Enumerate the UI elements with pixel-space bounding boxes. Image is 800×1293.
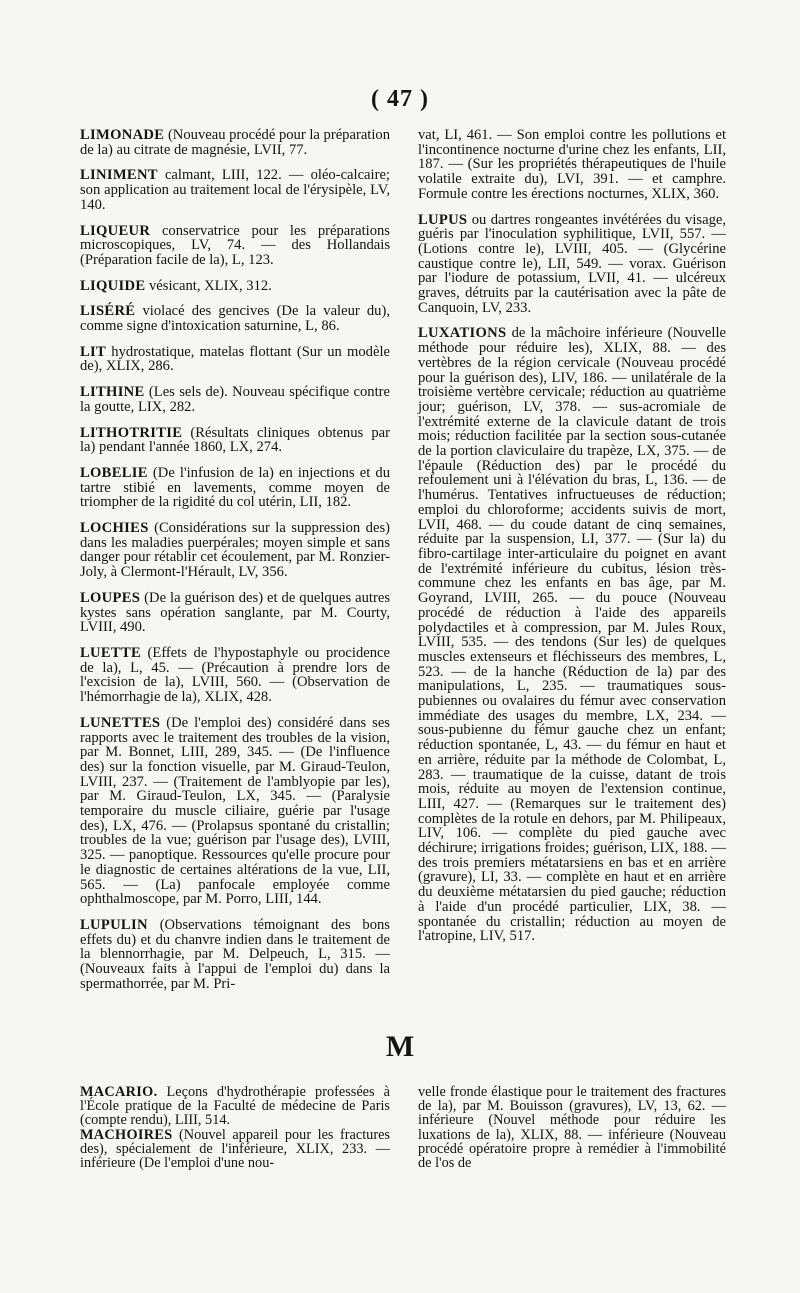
index-entry xyxy=(80,304,390,333)
index-entry xyxy=(418,326,726,944)
index-entry xyxy=(80,918,390,992)
index-entry xyxy=(80,426,390,455)
entry-headword: LINIMENT xyxy=(80,167,158,184)
entry-text: (Nouvel appareil pour les fractures des), spécialement de l'inférieure, XLIX, 233. — inférieure (De l'emploi d'une nou- xyxy=(80,1126,390,1172)
entry-text: velle fronde élastique pour le traitement des fractures de la), par M. Bouisson (gravures), LV, 13, 62. — inférieure (Nouvel méthode pour réduire les luxations de la), XLIX, 88. — inférieure (Nouveau procédé opératoire propre à remédier à l'immobilité de l'os de xyxy=(418,1084,726,1172)
entry-headword: LOBELIE xyxy=(80,464,148,481)
entry-headword: LOUPES xyxy=(80,589,141,606)
index-entry xyxy=(80,1085,390,1128)
bottom-left-column xyxy=(80,1085,390,1170)
entry-text: ou dartres rongeantes invétérées du visage, guéris par l'inoculation syphilitique, LVII, 557. — (Lotions contre le), LVIII, 405. — (Glycérine caustique contre le), LII, 549. — vorax. Guérison par l'iodure de potassium, LVII, 41. — ulcéreux graves, détruits par la cautérisation avec la pâte de Canquoin, LV, 233. xyxy=(418,211,726,316)
entry-headword: LIQUEUR xyxy=(80,222,151,239)
entry-headword: LUPULIN xyxy=(80,916,148,933)
entry-headword: MACARIO. xyxy=(80,1084,158,1100)
page-number: ( 47 ) xyxy=(371,86,429,112)
bottom-right-column xyxy=(418,1085,726,1170)
index-entry xyxy=(80,345,390,374)
entry-headword: LOCHIES xyxy=(80,520,149,537)
entry-text: (Effets de l'hypostaphyle ou procidence de la), L, 45. — (Précaution à prendre lors de l'excision de la), LVIII, 560. — (Observation de l'hémorrhagie de la), XLIX, 428. xyxy=(80,644,390,706)
entry-text: (De l'infusion de la) en injections et du tartre stibié en lavements, comme moyen de triompher de la rigidité du col utérin, LII, 182. xyxy=(80,464,390,511)
entry-text: conservatrice pour les préparations microscopiques, LV, 74. — des Hollandais (Préparation facile de la), L, 123. xyxy=(80,222,390,268)
entry-headword: LUXATIONS xyxy=(418,325,507,342)
index-entry xyxy=(80,521,390,580)
index-entry xyxy=(80,128,390,157)
index-entry xyxy=(80,591,390,635)
entry-headword: LIQUIDE xyxy=(80,277,146,294)
index-entry xyxy=(80,168,390,212)
entry-text: (Observations témoignant des bons effets du) et du chanvre indien dans le traitement de la blennorrhagie, par M. Delpeuch, L, 315. — (Nouveaux faits à l'appui de l'emploi du) dans la spermathorrée, par M. Pri- xyxy=(80,916,390,992)
entry-text: hydrostatique, matelas flottant (Sur un modèle de), XLIX, 286. xyxy=(80,343,390,375)
entry-headword: LUETTE xyxy=(80,644,142,661)
entry-text: violacé des gencives (De la valeur du), comme signe d'intoxication saturnine, L, 86. xyxy=(80,303,390,335)
index-entry xyxy=(80,716,390,907)
entry-text: Leçons d'hydrothérapie professées à l'École pratique de la Faculté de médecine de Paris (compte rendu), LIII, 514. xyxy=(80,1084,390,1129)
entry-headword: LIT xyxy=(80,343,107,360)
entry-text: de la mâchoire inférieure (Nouvelle méthode pour réduire les), XLIX, 88. — des vertèbres de la région cervicale (Nouveau procédé pour la guérison des), LIV, 186. — unilatérale de la troisième vertèbre cervicale; réduction au quatrième jour; guérison, LV, 378. — sus-acromiale de l'extrémité externe de la clavicule datant de trois mois; réduction facilitée par la section sous-cutanée de la portion claviculaire du trapèze, LX, 375. — de l'épaule (Réduction des) par le procédé du refoulement uni à l'élévation du bras, L, 136. — de l'humérus. Tentatives infructueuses de réduction; emploi du chloroforme; accidents suivis de mort, LVII, 468. — du coude datant de cinq semaines, réduite par la suspension, LI, 377. — (Sur la) du fibro-cartilage inter-articulaire du poignet en avant de l'extrémité inférieure du cubitus, lésion très-commune chez les enfants en bas âge, par M. Goyrand, LVIII, 265. — du pouce (Nouveau procédé de réduction à l'aide des appareils polydactiles et à compression, par M. Jules Roux, LVIII, 535. — des tendons (Sur les) de quelques muscles extenseurs et fléchisseurs des membres, L, 523. — de la hanche (Réduction de la) par des manipulations, L, 235. — traumatiques sous-pubiennes ou ovalaires du fémur avec conservation immédiate des usages du membre, LX, 234. — sous-pubienne du fémur gauche chez un enfant; réduction spontanée, L, 43. — du fémur en haut et en arrière, réduite par la méthode de Colombat, L, 283. — traumatique de la cuisse, datant de trois mois, réduite au moyen de l'extension continue, LIII, 427. — (Remarques sur le traitement des) complètes de la rotule en dehors, par M. Philipeaux, LIV, 106. — complète du pied gauche avec déchirure; irrigations froides; guérison, LIX, 188. — des trois premiers métatarsiens en bas et en arrière (gravure), LI, 33. — complète en haut et en arrière du deuxième métatarsien du pied gauche; réduction à l'aide d'un procédé particulier, LIX, 38. — spontanée du cristallin; réduction au moyen de l'atropine, LIV, 517. xyxy=(418,325,726,945)
index-entry xyxy=(80,385,390,414)
entry-headword: LISÉRÉ xyxy=(80,303,136,320)
index-entry xyxy=(418,1085,726,1170)
entry-headword: LITHINE xyxy=(80,384,145,401)
index-entry xyxy=(80,646,390,705)
entry-headword: LIMONADE xyxy=(80,127,165,143)
index-entry xyxy=(80,279,390,294)
entry-text: vat, LI, 461. — Son emploi contre les pollutions et l'incontinence nocturne d'urine chez les enfants, LII, 187. — (Sur les propriétés thérapeutiques de l'huile volatile extraite du), LVI, 391. — et camphre. Formule contre les érections nocturnes, XLIX, 360. xyxy=(418,127,726,202)
entry-headword: LUNETTES xyxy=(80,714,161,731)
entry-text: (Résultats cliniques obtenus par la) pendant l'année 1860, LX, 274. xyxy=(80,424,390,456)
index-entry xyxy=(80,224,390,268)
entry-text: (De l'emploi des) considéré dans ses rapports avec le traitement des troubles de la vision, par M. Bonnet, LIII, 289, 345. — (De l'influence des) sur la fonction visuelle, par M. Giraud-Teulon, LVIII, 237. — (Traitement de l'amblyopie par les), par M. Giraud-Teulon, LX, 345. — (Paralysie temporaire du muscle ciliaire, guérie par l'usage des), LX, 476. — (Prolapsus spontané du cristallin; troubles de la vue; guérison par l'usage des), LVIII, 325. — panoptique. Ressources qu'elle procure pour le diagnostic de certaines altérations de la vue, LII, 565. — (La) panfocale employée comme ophthalmoscope, par M. Porro, LIII, 144. xyxy=(80,714,390,908)
right-column xyxy=(418,128,726,955)
entry-text: (De la guérison des) et de quelques autres kystes sans opération sanglante, par M. Courty, LVIII, 490. xyxy=(80,589,390,636)
index-entry xyxy=(418,213,726,316)
entry-text: (Considérations sur la suppression des) dans les maladies puerpérales; moyen simple et sans danger pour rétablir cet écoulement, par M. Ronzier-Joly, à Clermont-l'Hérault, LV, 356. xyxy=(80,520,390,581)
index-entry xyxy=(80,1128,390,1171)
entry-text: (Les sels de). Nouveau spécifique contre la goutte, LIX, 282. xyxy=(80,384,390,415)
entry-text: calmant, LIII, 122. — oléo-calcaire; son application au traitement local de l'érysipèle, LV, 140. xyxy=(80,167,390,213)
index-entry xyxy=(418,128,726,202)
index-entry xyxy=(80,466,390,510)
entry-headword: LUPUS xyxy=(418,211,468,228)
entry-text: vésicant, XLIX, 312. xyxy=(145,277,272,294)
entry-text: (Nouveau procédé pour la préparation de la) au citrate de magnésie, LVII, 77. xyxy=(80,127,390,158)
left-column xyxy=(80,128,390,1002)
entry-headword: LITHOTRITIE xyxy=(80,424,183,441)
section-letter-heading: M xyxy=(385,1030,415,1063)
entry-headword: MACHOIRES xyxy=(80,1126,173,1143)
